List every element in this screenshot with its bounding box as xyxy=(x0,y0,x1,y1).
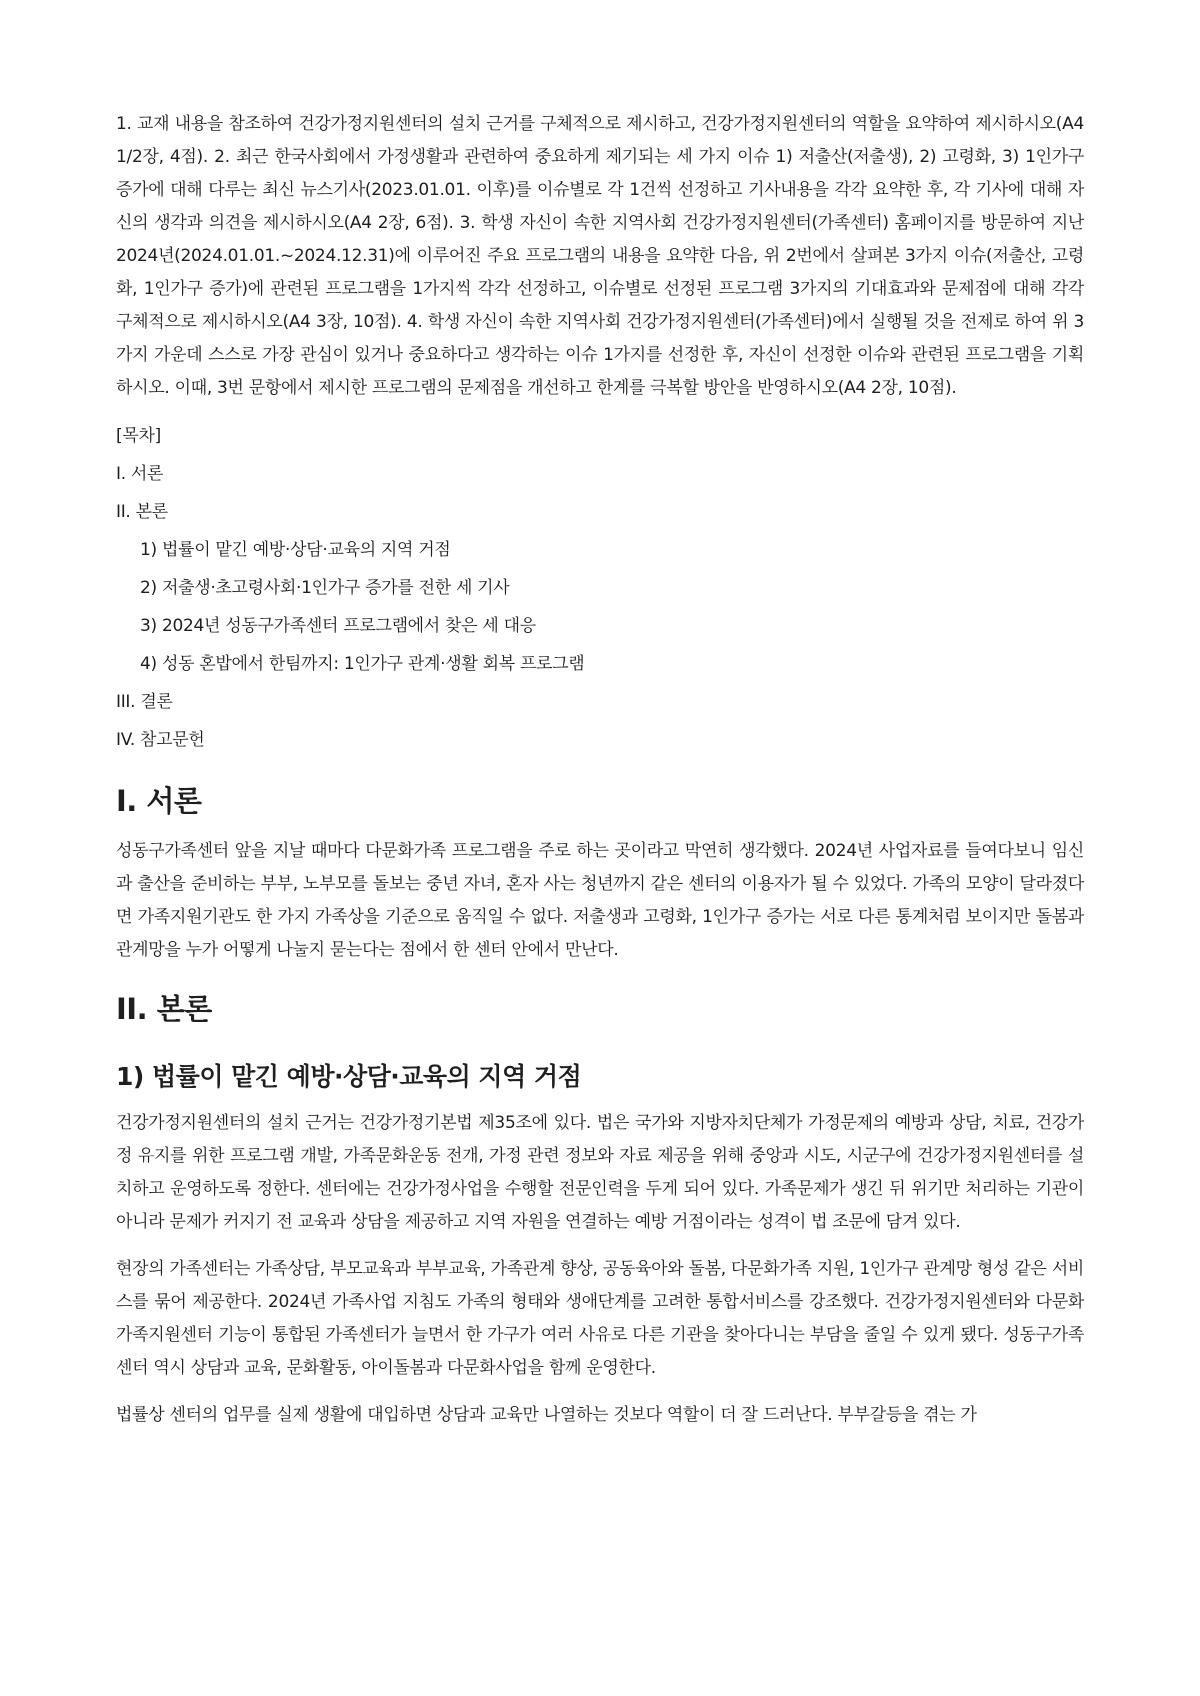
intro-heading: I. 서론 xyxy=(116,784,202,818)
toc-subitem: 4) 성동 혼밥에서 한팀까지: 1인가구 관계·생활 회복 프로그램 xyxy=(140,654,585,674)
toc-title: [목차] xyxy=(116,426,161,446)
intro-paragraph: 성동구가족센터 앞을 지날 때마다 다문화가족 프로그램을 주로 하는 곳이라고 막연히 생각했다. 2024년 사업자료를 들여다보니 임신과 출산을 준비하는 부부, 노부모를 돌보는 중년 자녀, 혼자 사는 청년까지 같은 센터의 이용자가 될 수 있었다. 가족의 모양이 달라졌다면 가족지원기관도 한 가지 가족상을 기준으로 움직일 수 없다. 저출생과 고령화, 1인가구 증가는 서로 다른 통계처럼 보이지만 돌봄과 관계망을 누가 어떻게 나눌지 묻는다는 점에서 한 센터 안에서 만난다. xyxy=(116,841,1084,960)
toc-item: II. 본론 xyxy=(116,502,168,522)
table-of-contents xyxy=(116,417,1084,759)
section-1-heading: 1) 법률이 맡긴 예방·상담·교육의 지역 거점 xyxy=(116,1062,582,1091)
toc-subitem: 1) 법률이 맡긴 예방·상담·교육의 지역 거점 xyxy=(140,540,451,560)
section-1-paragraph-2: 현장의 가족센터는 가족상담, 부모교육과 부부교육, 가족관계 향상, 공동육아와 돌봄, 다문화가족 지원, 1인가구 관계망 형성 같은 서비스를 묶어 제공한다. 2024년 가족사업 지침도 가족의 형태와 생애단계를 고려한 통합서비스를 강조했다. 건강가정지원센터와 다문화가족지원센터 기능이 통합된 가족센터가 늘면서 한 가구가 여러 사유로 다른 기관을 찾아다니는 부담을 줄일 수 있게 됐다. 성동구가족센터 역시 상담과 교육, 문화활동, 아이돌봄과 다문화사업을 함께 운영한다. xyxy=(116,1259,1084,1378)
toc-subitem: 3) 2024년 성동구가족센터 프로그램에서 찾은 세 대응 xyxy=(140,616,536,636)
body-heading: II. 본론 xyxy=(116,992,212,1026)
toc-item: I. 서론 xyxy=(116,464,164,484)
toc-item: IV. 참고문헌 xyxy=(116,730,205,750)
section-1-paragraph-1: 건강가정지원센터의 설치 근거는 건강가정기본법 제35조에 있다. 법은 국가와 지방자치단체가 가정문제의 예방과 상담, 치료, 건강가정 유지를 위한 프로그램 개발, 가족문화운동 전개, 가정 관련 정보와 자료 제공을 위해 중앙과 시도, 시군구에 건강가정지원센터를 설치하고 운영하도록 정한다. 센터에는 건강가정사업을 수행할 전문인력을 두게 되어 있다. 가족문제가 생긴 뒤 위기만 처리하는 기관이 아니라 문제가 커지기 전 교육과 상담을 제공하고 지역 자원을 연결하는 예방 거점이라는 성격이 법 조문에 담겨 있다. xyxy=(116,1113,1084,1232)
toc-subitem: 2) 저출생·초고령사회·1인가구 증가를 전한 세 기사 xyxy=(140,578,510,598)
toc-item: III. 결론 xyxy=(116,692,173,712)
assignment-question: 1. 교재 내용을 참조하여 건강가정지원센터의 설치 근거를 구체적으로 제시하고, 건강가정지원센터의 역할을 요약하여 제시하시오(A4 1/2장, 4점). 2. 최근 한국사회에서 가정생활과 관련하여 중요하게 제기되는 세 가지 이슈 1) 저출산(저출생), 2) 고령화, 3) 1인가구 증가에 대해 다루는 최신 뉴스기사(2023.01.01. 이후)를 이슈별로 각 1건씩 선정하고 기사내용을 각각 요약한 후, 각 기사에 대해 자신의 생각과 의견을 제시하시오(A4 2장, 6점). 3. 학생 자신이 속한 지역사회 건강가정지원센터(가족센터) 홈페이지를 방문하여 지난 2024년(2024.01.01.~2024.12.31)에 이루어진 주요 프로그램의 내용을 요약한 다음, 위 2번에서 살펴본 3가지 이슈(저출산, 고령화, 1인가구 증가)에 관련된 프로그램을 1가지씩 각각 선정하고, 이슈별로 선정된 프로그램 3가지의 기대효과와 문제점에 대해 각각 구체적으로 제시하시오(A4 3장, 10점). 4. 학생 자신이 속한 지역사회 건강가정지원센터(가족센터)에서 실행될 것을 전제로 하여 위 3가지 가운데 스스로 가장 관심이 있거나 중요하다고 생각하는 이슈 1가지를 선정한 후, 자신이 선정한 이슈와 관련된 프로그램을 기획하시오. 이때, 3번 문항에서 제시한 프로그램의 문제점을 개선하고 한계를 극복할 방안을 반영하시오(A4 2장, 10점). xyxy=(116,114,1084,398)
document-page xyxy=(116,108,1084,1446)
section-1-paragraph-3: 법률상 센터의 업무를 실제 생활에 대입하면 상담과 교육만 나열하는 것보다 역할이 더 잘 드러난다. 부부갈등을 겪는 가 xyxy=(116,1405,977,1425)
